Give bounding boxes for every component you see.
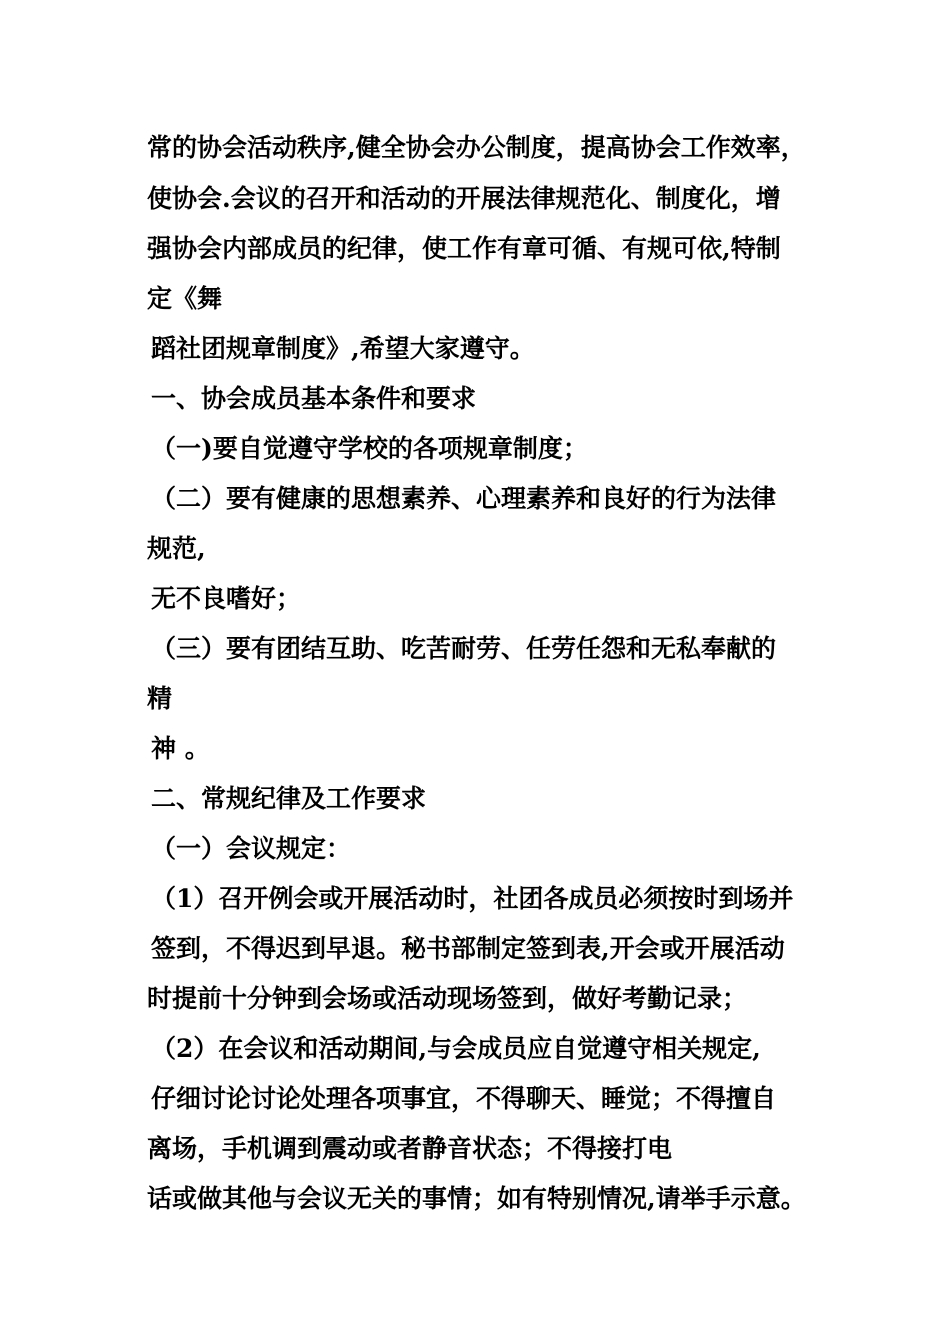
body-text-line: （一)要自觉遵守学校的各项规章制度； [151,434,588,463]
body-text-line: 精 [147,684,173,713]
body-text-line: 时提前十分钟到会场或活动现场签到，做好考勤记录； [147,984,748,1013]
subsection-heading: （一）会议规定： [151,834,352,863]
body-text-line: 常的协会活动秩序,健全协会办公制度，提高协会工作效率， [147,133,806,162]
body-text-line: 话或做其他与会议无关的事情；如有特别情况,请举手示意。 [147,1184,806,1213]
body-text-line: （二）要有健康的思想素养、心理素养和良好的行为法律 [151,484,777,513]
section-heading-1: 一、协会成员基本条件和要求 [151,384,477,413]
section-heading-2: 二、常规纪律及工作要求 [151,784,427,813]
body-text-line: （三）要有团结互助、吃苦耐劳、任劳任怨和无私奉献的 [151,634,777,663]
body-text-line: （2）在会议和活动期间,与会成员应自觉遵守相关规定, [151,1034,761,1063]
body-text-line: 强协会内部成员的纪律，使工作有章可循、有规可依,特制 [147,234,781,263]
body-text-line: 蹈社团规章制度》,希望大家遵守。 [151,334,535,363]
body-text-line: 神 。 [151,734,210,763]
body-text-line: （1）召开例会或开展活动时，社团各成员必须按时到场并 [151,884,794,913]
body-text-line: 规范, [147,534,206,563]
body-text-line: 无不良嗜好； [151,584,302,613]
body-text-line: 仔细讨论讨论处理各项事宜，不得聊天、睡觉；不得擅自 [151,1084,777,1113]
body-text-line: 签到，不得迟到早退。秘书部制定签到表,开会或开展活动 [151,934,785,963]
body-text-line: 使协会.会议的召开和活动的开展法律规范化、制度化，增 [147,184,781,213]
body-text-line: 离场，手机调到震动或者静音状态；不得接打电 [147,1134,673,1163]
body-text-line: 定《舞 [147,284,223,313]
